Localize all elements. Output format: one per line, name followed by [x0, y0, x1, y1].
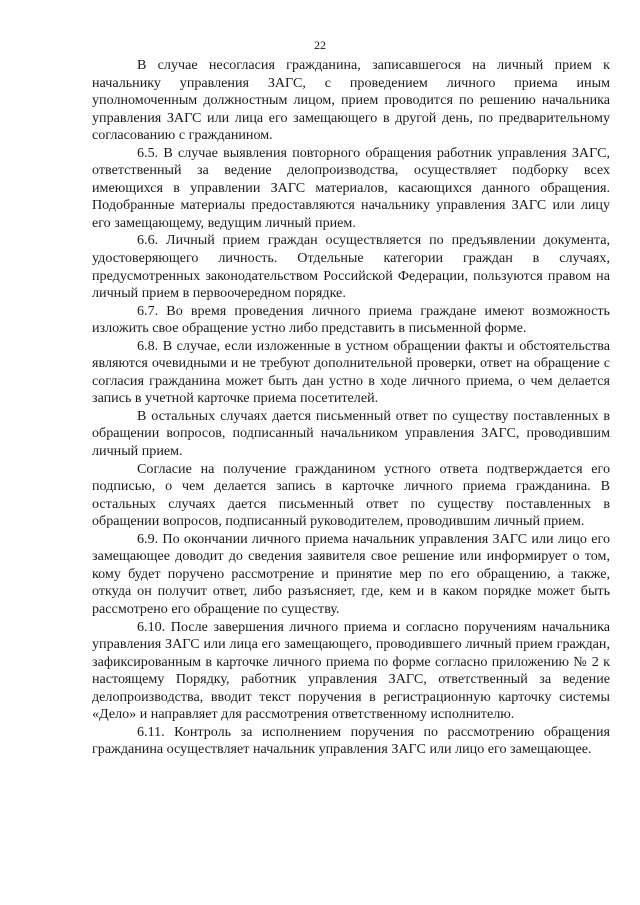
paragraph-6-8: 6.8. В случае, если изложенные в устном обращении факты и обстоятельства являются очевидными и не требуют дополнительной проверки, ответ на обращение с согласия гражданина может быть дан устно в ходе личного приема, о чем делается запись в учетной карточке приема посетителей. — [92, 337, 610, 407]
paragraph-6-6: 6.6. Личный прием граждан осуществляется по предъявлении документа, удостоверяющего личность. Отдельные категории граждан в случаях, предусмотренных законодательством Российской Федерации, пользуются правом на личный прием в первоочередном порядке. — [92, 232, 610, 302]
paragraph-6-9: 6.9. По окончании личного приема начальник управления ЗАГС или лицо его замещающее доводит до сведения заявителя свое решение или информирует о том, кому будет поручено рассмотрение и принятие мер по его обращению, а также, откуда он получит ответ, либо разъясняет, где, кем и в каком порядке может быть рассмотрено его обращение по существу. — [92, 530, 610, 617]
paragraph-written-answer: В остальных случаях дается письменный ответ по существу поставленных в обращении вопросов, подписанный начальником управления ЗАГС, проводившим личный прием. — [92, 407, 610, 460]
paragraph-6-7: 6.7. Во время проведения личного приема граждане имеют возможность изложить свое обращение устно либо представить в письменной форме. — [92, 302, 610, 337]
paragraph-6-11: 6.11. Контроль за исполнением поручения по рассмотрению обращения гражданина осуществляет начальник управления ЗАГС или лицо его замещающее. — [92, 723, 610, 758]
paragraph-disagreement: В случае несогласия гражданина, записавшегося на личный прием к начальнику управления ЗАГС, с проведением личного приема иным уполномоченным должностным лицом, прием проводится по решению начальника управления ЗАГС или лица его замещающего в другой день, по предварительному согласованию с гражданином. — [92, 57, 610, 144]
paragraph-oral-consent: Согласие на получение гражданином устного ответа подтверждается его подписью, о чем делается запись в карточке личного приема гражданина. В остальных случаях дается письменный ответ по существу поставленных в обращении вопросов, подписанный руководителем, проводившим личный прием. — [92, 460, 610, 530]
paragraph-6-10: 6.10. После завершения личного приема и согласно поручениям начальника управления ЗАГС или лица его замещающего, проводившего личный прием граждан, зафиксированным в карточке личного приема по форме согласно приложению № 2 к настоящему Порядку, работник управления ЗАГС, ответственный за ведение делопроизводства, вводит текст поручения в регистрационную карточку системы «Дело» и направляет для рассмотрения ответственному исполнителю. — [92, 618, 610, 723]
page-number: 22 — [314, 38, 326, 52]
document-body — [92, 57, 610, 759]
paragraph-6-5: 6.5. В случае выявления повторного обращения работник управления ЗАГС, ответственный за ведение делопроизводства, осуществляет подборку всех имеющихся в управлении ЗАГС материалов, касающихся данного обращения. Подобранные материалы предоставляются начальнику управления ЗАГС или лицу его замещающему, ведущим личный прием. — [92, 144, 610, 231]
